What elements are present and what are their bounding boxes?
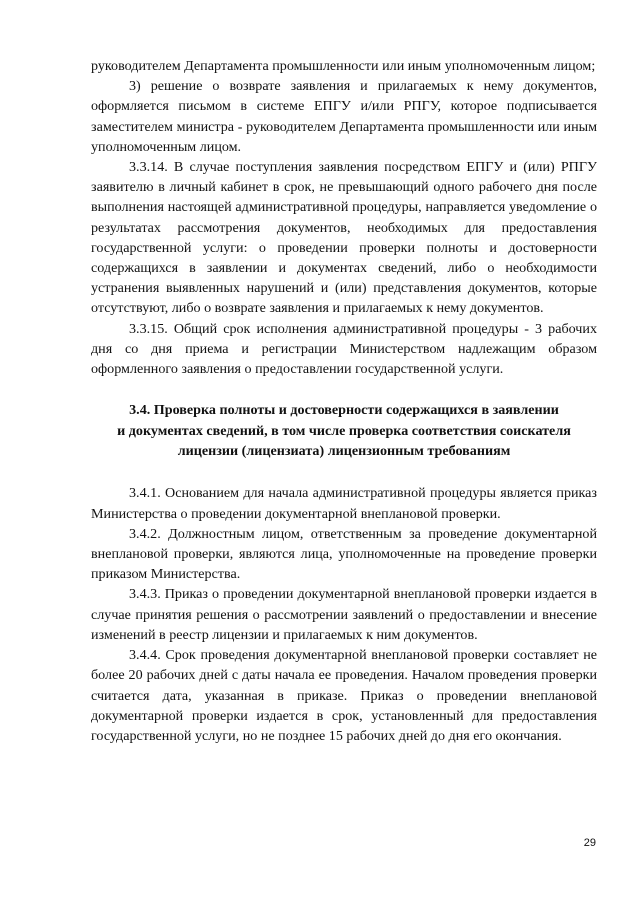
section-heading-3-4 [91, 400, 597, 461]
paragraph-3-3-14: 3.3.14. В случае поступления заявления посредством ЕПГУ и (или) РПГУ заявителю в личный кабинет в срок, не превышающий одного рабочего дня после выполнения настоящей административной процедуры, направляется уведомление о результатах рассмотрения документов, необходимых для предоставления государственной услуги: о проведении проверки полноты и достоверности содержащихся в заявлении и документах сведений, либо о необходимости устранения выявленных нарушений и (или) представления документов, которые отсутствуют, либо о возврате заявления и прилагаемых к нему документов. [91, 159, 597, 317]
paragraph-3-3-15: 3.3.15. Общий срок исполнения административной процедуры - 3 рабочих дня со дня приема и регистрации Министерством надлежащим образом оформленного заявления о предоставлении государственной услуги. [91, 320, 597, 378]
paragraph-3-4-2: 3.4.2. Должностным лицом, ответственным за проведение документарной внеплановой проверки, являются лица, уполномоченные на проведение проверки приказом Министерства. [91, 525, 597, 583]
document-body [91, 56, 597, 746]
paragraph-3-4-3: 3.4.3. Приказ о проведении документарной внеплановой проверки издается в случае принятия решения о рассмотрении заявлений о предоставлении и внесение изменений в реестр лицензии и прилагаемых к ним документов. [91, 586, 597, 643]
section-heading-line: и документах сведений, в том числе проверка соответствия соискателя [117, 422, 571, 439]
paragraph-3-4-1: 3.4.1. Основанием для начала административной процедуры является приказ Министерства о проведении документарной внеплановой проверки. [91, 485, 597, 522]
section-heading-line: лицензии (лицензиата) лицензионным требованиям [177, 443, 511, 460]
paragraph-item-3: 3) решение о возврате заявления и прилагаемых к нему документов, оформляется письмом в системе ЕПГУ и/или РПГУ, которое подписывается заместителем министра - руководителем Департамента промышленности или иным уполномоченным лицом. [91, 78, 597, 155]
paragraph-continuation: руководителем Департамента промышленности или иным уполномоченным лицом; [91, 58, 596, 74]
page-number: 29 [583, 837, 596, 849]
paragraph-3-4-4: 3.4.4. Срок проведения документарной внеплановой проверки составляет не более 20 рабочих дней с даты начала ее проведения. Началом проведения проверки считается дата, указанная в приказе. Приказ о проведении внеплановой документарной проверки издается в срок, установленный для предоставления государственной услуги, но не позднее 15 рабочих дней до дня его окончания. [91, 647, 597, 744]
section-heading-line: 3.4. Проверка полноты и достоверности содержащихся в заявлении [129, 402, 559, 419]
